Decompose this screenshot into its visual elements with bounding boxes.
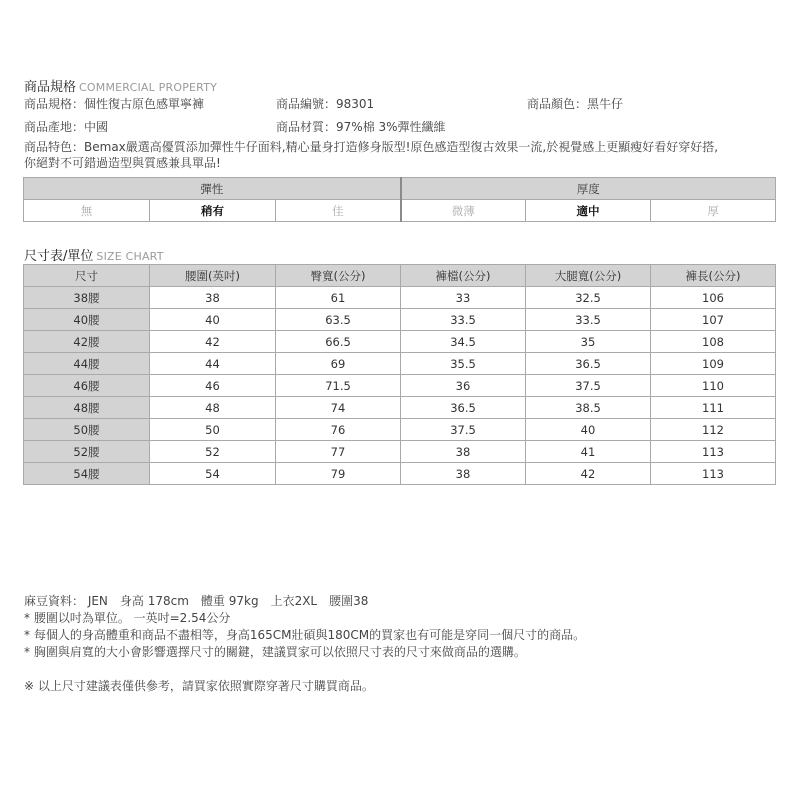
table-cell: 35 — [526, 331, 651, 353]
table-cell: 109 — [651, 353, 776, 375]
column-header: 腰圍(英吋) — [150, 265, 276, 287]
column-header: 臀寬(公分) — [276, 265, 401, 287]
spec-color-label: 商品顏色： — [527, 97, 588, 111]
table-cell: 44 — [150, 353, 276, 375]
table-cell: 38 — [401, 441, 526, 463]
spec-code-value: 98301 — [336, 97, 375, 111]
table-cell: 35.5 — [401, 353, 526, 375]
table-cell: 40 — [150, 309, 276, 331]
note-size-choice: * 胸圍與肩寬的大小會影響選擇尺寸的關鍵，建議買家可以依照尺寸表的尺寸來做商品的選購。 — [24, 645, 526, 659]
size-chart-heading — [24, 245, 164, 264]
table-cell: 63.5 — [276, 309, 401, 331]
elasticity-option: 佳 — [276, 200, 401, 222]
table-cell: 52 — [150, 441, 276, 463]
thickness-option: 微薄 — [401, 200, 526, 222]
table-row — [24, 419, 776, 441]
column-header: 褲檔(公分) — [401, 265, 526, 287]
size-cell: 40腰 — [24, 309, 150, 331]
table-cell: 41 — [526, 441, 651, 463]
size-cell: 44腰 — [24, 353, 150, 375]
table-cell: 42 — [526, 463, 651, 485]
table-cell: 71.5 — [276, 375, 401, 397]
spec-feature-label: 商品特色： — [24, 140, 85, 154]
spec-material-line — [276, 118, 446, 135]
table-cell: 107 — [651, 309, 776, 331]
table-cell: 42 — [150, 331, 276, 353]
size-cell: 46腰 — [24, 375, 150, 397]
table-cell: 40 — [526, 419, 651, 441]
table-row — [24, 397, 776, 419]
table-cell: 113 — [651, 463, 776, 485]
table-cell: 36.5 — [401, 397, 526, 419]
table-cell: 38.5 — [526, 397, 651, 419]
column-header: 大腿寬(公分) — [526, 265, 651, 287]
table-cell: 106 — [651, 287, 776, 309]
property-table — [23, 177, 776, 222]
size-chart-table — [23, 264, 776, 485]
table-row — [24, 353, 776, 375]
spec-feature — [24, 139, 724, 171]
table-cell: 37.5 — [526, 375, 651, 397]
table-cell: 79 — [276, 463, 401, 485]
table-cell: 108 — [651, 331, 776, 353]
table-cell: 33.5 — [401, 309, 526, 331]
column-header: 褲長(公分) — [651, 265, 776, 287]
model-info: 麻豆資料： JEN 身高 178cm 體重 97kg 上衣2XL 腰圍38 — [24, 594, 369, 608]
table-row — [24, 331, 776, 353]
table-cell: 38 — [401, 463, 526, 485]
spec-color-value: 黑牛仔 — [587, 97, 624, 111]
size-chart-header-row — [24, 265, 776, 287]
table-row — [24, 287, 776, 309]
table-cell: 34.5 — [401, 331, 526, 353]
size-cell: 38腰 — [24, 287, 150, 309]
spec-subtitle: COMMERCIAL PROPERTY — [79, 81, 218, 94]
table-cell: 36 — [401, 375, 526, 397]
spec-title: 商品規格 — [24, 80, 77, 95]
table-cell: 110 — [651, 375, 776, 397]
spec-color-line — [527, 95, 623, 112]
spec-origin-label: 商品產地： — [24, 120, 85, 134]
thickness-option: 厚 — [651, 200, 776, 222]
elasticity-option: 無 — [24, 200, 150, 222]
table-cell: 76 — [276, 419, 401, 441]
table-cell: 33 — [401, 287, 526, 309]
table-cell: 113 — [651, 441, 776, 463]
elasticity-header: 彈性 — [24, 178, 401, 200]
size-cell: 48腰 — [24, 397, 150, 419]
note-unit: * 腰圍以吋為單位。 一英吋=2.54公分 — [24, 611, 231, 625]
table-cell: 61 — [276, 287, 401, 309]
note-body-type: * 每個人的身高體重和商品不盡相等，身高165CM壯碩與180CM的買家也有可能是穿同一個尺寸的商品。 — [24, 628, 586, 642]
table-row — [24, 309, 776, 331]
size-cell: 54腰 — [24, 463, 150, 485]
size-cell: 52腰 — [24, 441, 150, 463]
table-row — [24, 375, 776, 397]
spec-name-line — [24, 95, 204, 112]
table-cell: 48 — [150, 397, 276, 419]
elasticity-option-selected: 稍有 — [150, 200, 276, 222]
disclaimer: ※ 以上尺寸建議表僅供參考，請買家依照實際穿著尺寸購買商品。 — [24, 679, 374, 693]
spec-origin-line — [24, 118, 108, 135]
table-cell: 32.5 — [526, 287, 651, 309]
thickness-option-selected: 適中 — [526, 200, 651, 222]
table-cell: 46 — [150, 375, 276, 397]
table-cell: 37.5 — [401, 419, 526, 441]
table-cell: 38 — [150, 287, 276, 309]
spec-name-value: 個性復古原色感單寧褲 — [84, 97, 205, 111]
table-cell: 69 — [276, 353, 401, 375]
table-row — [24, 441, 776, 463]
spec-name-label: 商品規格： — [24, 97, 85, 111]
spec-material-label: 商品材質： — [276, 120, 337, 134]
spec-material-value: 97%棉 3%彈性纖維 — [336, 120, 446, 134]
table-cell: 111 — [651, 397, 776, 419]
size-cell: 42腰 — [24, 331, 150, 353]
table-cell: 33.5 — [526, 309, 651, 331]
size-cell: 50腰 — [24, 419, 150, 441]
table-cell: 54 — [150, 463, 276, 485]
table-cell: 77 — [276, 441, 401, 463]
table-cell: 50 — [150, 419, 276, 441]
size-chart-subtitle: SIZE CHART — [96, 250, 164, 263]
spec-code-line — [276, 95, 374, 112]
spec-code-label: 商品編號： — [276, 97, 337, 111]
table-cell: 74 — [276, 397, 401, 419]
table-cell: 112 — [651, 419, 776, 441]
spec-origin-value: 中國 — [84, 120, 109, 134]
size-chart-title: 尺寸表/單位 — [24, 249, 94, 264]
spec-feature-text: Bemax嚴選高優質添加彈性牛仔面料,精心量身打造修身版型!原色感造型復古效果一流,於視覺感上更顯瘦好看好穿好搭,你絕對不可錯過造型與質感兼具單品! — [24, 140, 719, 170]
column-header: 尺寸 — [24, 265, 150, 287]
table-row — [24, 463, 776, 485]
table-cell: 36.5 — [526, 353, 651, 375]
thickness-header: 厚度 — [401, 178, 776, 200]
table-cell: 66.5 — [276, 331, 401, 353]
spec-heading — [24, 76, 217, 95]
